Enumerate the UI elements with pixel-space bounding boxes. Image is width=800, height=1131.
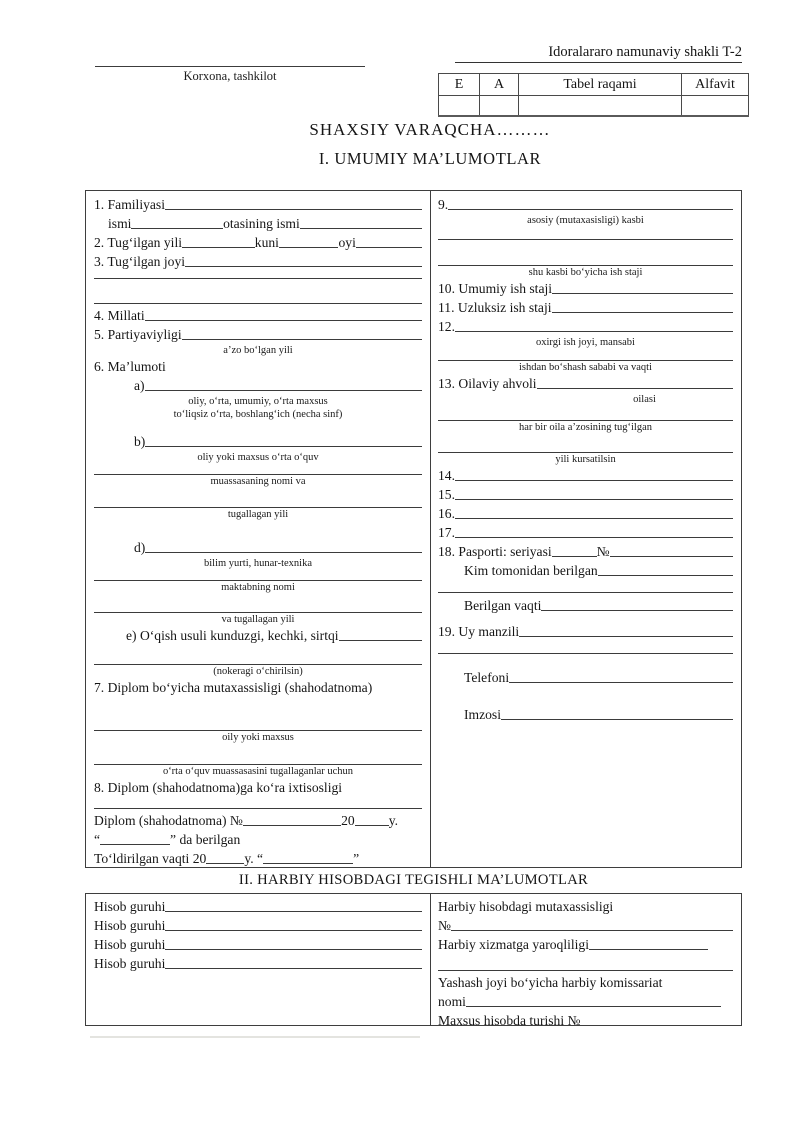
field-label: “ xyxy=(94,832,101,847)
field-oqish-usuli xyxy=(94,626,422,645)
hint-ishdan-boshash: ishdan bo‘shash sababi va vaqti xyxy=(519,362,652,373)
field-millati xyxy=(94,306,422,325)
field-hisob-guruhi xyxy=(94,954,422,973)
hint-oliy-yoki-maxsus: oliy yoki maxsus o‘rta o‘quv xyxy=(197,452,319,463)
fill-in-line xyxy=(455,537,733,538)
field-label: Yashash joyi bo‘yicha harbiy komissariat xyxy=(438,975,663,990)
fill-in-line xyxy=(145,446,422,447)
field-12 xyxy=(438,317,733,336)
fill-in-line xyxy=(466,1006,721,1007)
field-partiyaviyligi xyxy=(94,325,422,344)
hint-har-bir-oila: har bir oila a’zosining tug‘ilgan xyxy=(519,422,652,433)
field-malumoti xyxy=(94,357,422,376)
field-hisob-guruhi xyxy=(94,916,422,935)
tabel-col-a: A xyxy=(480,74,519,96)
fill-in-line xyxy=(589,949,708,950)
field-9 xyxy=(438,195,733,214)
field-label: 17. xyxy=(438,525,455,540)
field-label: ismi xyxy=(108,216,132,231)
field-label: 12. xyxy=(438,319,455,334)
tabel-cell-empty xyxy=(519,96,682,117)
fill-in-line xyxy=(100,844,170,845)
fill-in-line xyxy=(509,682,733,683)
field-label: Harbiy hisobdagi mutaxassisligi xyxy=(438,899,614,914)
fill-in-line xyxy=(552,293,733,294)
field-harbiy-no xyxy=(438,916,733,935)
field-pasporti xyxy=(438,542,733,561)
hint-oilasi: oilasi xyxy=(633,394,656,405)
hint-asosiy-kasbi: asosiy (mutaxasisligi) kasbi xyxy=(527,215,644,226)
fill-in-line xyxy=(455,480,733,481)
field-label: 15. xyxy=(438,487,455,502)
field-17 xyxy=(438,523,733,542)
fill-in-line xyxy=(610,556,733,557)
fill-in-line xyxy=(206,863,244,864)
field-label: otasining ismi xyxy=(223,216,300,231)
scan-artifact-line xyxy=(90,1036,420,1038)
general-right-column xyxy=(431,191,741,867)
field-label: Hisob guruhi xyxy=(94,937,166,952)
hint-oily-yoki-maxsus: oily yoki maxsus xyxy=(222,732,294,743)
field-harbiy-mutaxassisligi xyxy=(438,897,733,916)
field-label: 8. Diplom (shahodatnoma)ga ko‘ra ixtisosligi xyxy=(94,780,343,795)
field-label: № xyxy=(438,918,451,933)
hint-va-tugallagan-yili: va tugallagan yili xyxy=(221,614,295,625)
field-label: To‘ldirilgan vaqti 20 xyxy=(94,851,207,866)
fill-in-line xyxy=(552,312,733,313)
field-label: d) xyxy=(134,540,146,555)
fill-in-line xyxy=(355,825,389,826)
field-label: Telefoni xyxy=(464,670,510,685)
field-malumoti-b xyxy=(94,432,422,451)
field-label: 9. xyxy=(438,197,449,212)
field-ismi-otasining xyxy=(94,214,422,233)
org-block xyxy=(95,42,365,84)
fill-in-line xyxy=(182,339,422,340)
fill-in-line xyxy=(94,278,422,279)
field-tugilgan-joyi xyxy=(94,252,422,271)
field-label: nomi xyxy=(438,994,466,1009)
field-label: y. xyxy=(388,813,398,828)
field-diplom-mutaxassisligi xyxy=(94,678,422,697)
org-caption: Korxona, tashkilot xyxy=(183,69,277,83)
field-label: ” da berilgan xyxy=(170,832,241,847)
field-label: 14. xyxy=(438,468,455,483)
field-label: b) xyxy=(134,434,146,449)
fill-in-line xyxy=(356,247,422,248)
field-label: 20 xyxy=(341,813,355,828)
fill-in-line xyxy=(438,653,733,654)
general-left-column xyxy=(86,191,431,867)
field-label: a) xyxy=(134,378,145,393)
field-label: 1. Familiyasi xyxy=(94,197,165,212)
field-malumoti-a xyxy=(94,376,422,395)
hint-shu-kasbi: shu kasbi bo‘yicha ish staji xyxy=(528,267,643,278)
field-hisob-guruhi xyxy=(94,897,422,916)
fill-in-line xyxy=(339,640,422,641)
field-label: Harbiy xizmatga yaroqliligi xyxy=(438,937,589,952)
fill-in-line xyxy=(94,808,422,809)
field-label: 4. Millati xyxy=(94,308,145,323)
field-label: Maxsus hisobda turishi № xyxy=(438,1013,581,1028)
general-info-box xyxy=(85,190,742,868)
fill-in-line xyxy=(165,911,422,912)
field-komissariat-nomi xyxy=(438,992,721,1011)
field-15 xyxy=(438,485,733,504)
fill-in-line xyxy=(145,552,422,553)
field-label: y. “ xyxy=(244,851,264,866)
tabel-col-raqami: Tabel raqami xyxy=(519,74,682,96)
fill-in-line xyxy=(438,239,733,240)
field-label: 5. Partiyaviyligi xyxy=(94,327,182,342)
fill-in-line xyxy=(243,825,341,826)
fill-in-line xyxy=(519,636,733,637)
field-imzosi xyxy=(438,705,733,724)
fill-in-line xyxy=(182,247,255,248)
field-yashash-joyi xyxy=(438,973,733,992)
hint-toliqsiz-orta: to‘liqsiz o‘rta, boshlang‘ich (necha sinf) xyxy=(173,409,343,420)
field-familiyasi xyxy=(94,195,422,214)
hint-yili-kursatilsin: yili kursatilsin xyxy=(555,454,616,465)
field-label: oyi xyxy=(338,235,356,250)
field-da-berilgan xyxy=(94,830,422,849)
field-label: 7. Diplom bo‘yicha mutaxassisligi (shahodatnoma) xyxy=(94,680,373,695)
fill-in-line xyxy=(455,499,733,500)
fill-in-line xyxy=(501,719,733,720)
field-uzluksiz-ish-staji xyxy=(438,298,733,317)
field-label: Imzosi xyxy=(464,707,501,722)
field-malumoti-d xyxy=(94,538,422,557)
field-telefoni xyxy=(438,668,733,687)
field-label: 3. Tug‘ilgan joyi xyxy=(94,254,186,269)
field-oilaviy-ahvoli xyxy=(438,374,733,393)
field-16 xyxy=(438,504,733,523)
section2-title: II. HARBIY HISOBDAGI TEGISHLI MA’LUMOTLAR xyxy=(238,872,589,888)
fill-in-line xyxy=(438,970,733,971)
fill-in-line xyxy=(185,266,422,267)
tabel-col-alfavit: Alfavit xyxy=(682,74,749,96)
section1-title: I. UMUMIY MA’LUMOTLAR xyxy=(318,149,542,168)
field-label: Hisob guruhi xyxy=(94,899,166,914)
hint-tugallagan-yili: tugallagan yili xyxy=(227,509,289,520)
field-label: 18. Pasporti: seriyasi xyxy=(438,544,552,559)
field-label: Hisob guruhi xyxy=(94,956,166,971)
fill-in-line xyxy=(94,303,422,304)
hint-bilim-yurti: bilim yurti, hunar-texnika xyxy=(204,558,312,569)
military-left-column xyxy=(86,894,431,1025)
tabel-header-row xyxy=(439,74,749,96)
field-label: Berilgan vaqti xyxy=(464,598,542,613)
field-14 xyxy=(438,466,733,485)
fill-in-line xyxy=(438,592,733,593)
form-title: SHAXSIY VARAQCHA……… xyxy=(309,120,551,139)
field-label: 11. Uzluksiz ish staji xyxy=(438,300,552,315)
fill-in-line xyxy=(300,228,422,229)
fill-in-line xyxy=(448,209,733,210)
field-label: Hisob guruhi xyxy=(94,918,166,933)
hint-azo-bolgan-yili: a’zo bo‘lgan yili xyxy=(223,345,293,356)
hint-oliy-orta: oliy, o‘rta, umumiy, o‘rta maxsus xyxy=(188,396,328,407)
field-label: 16. xyxy=(438,506,455,521)
military-info-box xyxy=(85,893,742,1026)
field-yaroqliligi xyxy=(438,935,708,954)
tabel-cell-empty xyxy=(439,96,480,117)
field-maxsus-hisobda xyxy=(438,1011,733,1030)
field-label: e) O‘qish usuli kunduzgi, kechki, sirtqi xyxy=(126,628,339,643)
field-toldirilgan-vaqti xyxy=(94,849,422,868)
field-label: № xyxy=(596,544,610,559)
fill-in-line xyxy=(165,968,422,969)
fill-in-line xyxy=(165,949,422,950)
hint-orta-oquv-muassasasini: o‘rta o‘quv muassasasini tugallaganlar uchun xyxy=(162,766,354,777)
field-label: Kim tomonidan berilgan xyxy=(464,563,598,578)
field-diplom-number xyxy=(94,811,422,830)
fill-in-line xyxy=(145,320,422,321)
field-label: 19. Uy manzili xyxy=(438,624,520,639)
field-uy-manzili xyxy=(438,622,733,641)
field-umumiy-ish-staji xyxy=(438,279,733,298)
field-label: 10. Umumiy ish staji xyxy=(438,281,553,296)
field-kim-tomonidan xyxy=(438,561,733,580)
tabel-empty-row xyxy=(439,96,749,117)
org-name-fill-line xyxy=(95,42,365,67)
fill-in-line xyxy=(165,930,422,931)
fill-in-line xyxy=(165,209,422,210)
field-label: 6. Ma’lumoti xyxy=(94,359,166,374)
tabel-cell-empty xyxy=(480,96,519,117)
field-diplom-ixtisosligi xyxy=(94,778,422,797)
field-label: Diplom (shahodatnoma) № xyxy=(94,813,243,828)
hint-oxirgi-ish-joyi: oxirgi ish joyi, mansabi xyxy=(536,337,635,348)
fill-in-line xyxy=(131,228,223,229)
tabel-cell-empty xyxy=(682,96,749,117)
field-tugilgan-yili xyxy=(94,233,422,252)
tabel-col-e: E xyxy=(439,74,480,96)
field-hisob-guruhi xyxy=(94,935,422,954)
hint-muassasaning-nomi: muassasaning nomi va xyxy=(210,476,306,487)
fill-in-line xyxy=(552,556,597,557)
tabel-table xyxy=(438,73,749,117)
fill-in-line xyxy=(145,390,422,391)
field-label: 2. Tug‘ilgan yili xyxy=(94,235,183,250)
field-berilgan-vaqti xyxy=(438,596,733,615)
field-label: ” xyxy=(353,851,360,866)
fill-in-line xyxy=(537,388,733,389)
fill-in-line xyxy=(279,247,339,248)
field-label: 13. Oilaviy ahvoli xyxy=(438,376,537,391)
fill-in-line xyxy=(263,863,353,864)
military-right-column xyxy=(431,894,741,1028)
fill-in-line xyxy=(455,518,733,519)
hint-maktabning-nomi: maktabning nomi xyxy=(221,582,295,593)
field-label: kuni xyxy=(254,235,279,250)
fill-in-line xyxy=(455,331,733,332)
fill-in-line xyxy=(598,575,733,576)
fill-in-line xyxy=(541,610,733,611)
hint-nokeragi-ochirilsin: (nokeragi o‘chirilsin) xyxy=(213,666,303,677)
fill-in-line xyxy=(451,930,733,931)
form-reference: Idoralararo namunaviy shakli T-2 xyxy=(455,44,742,63)
